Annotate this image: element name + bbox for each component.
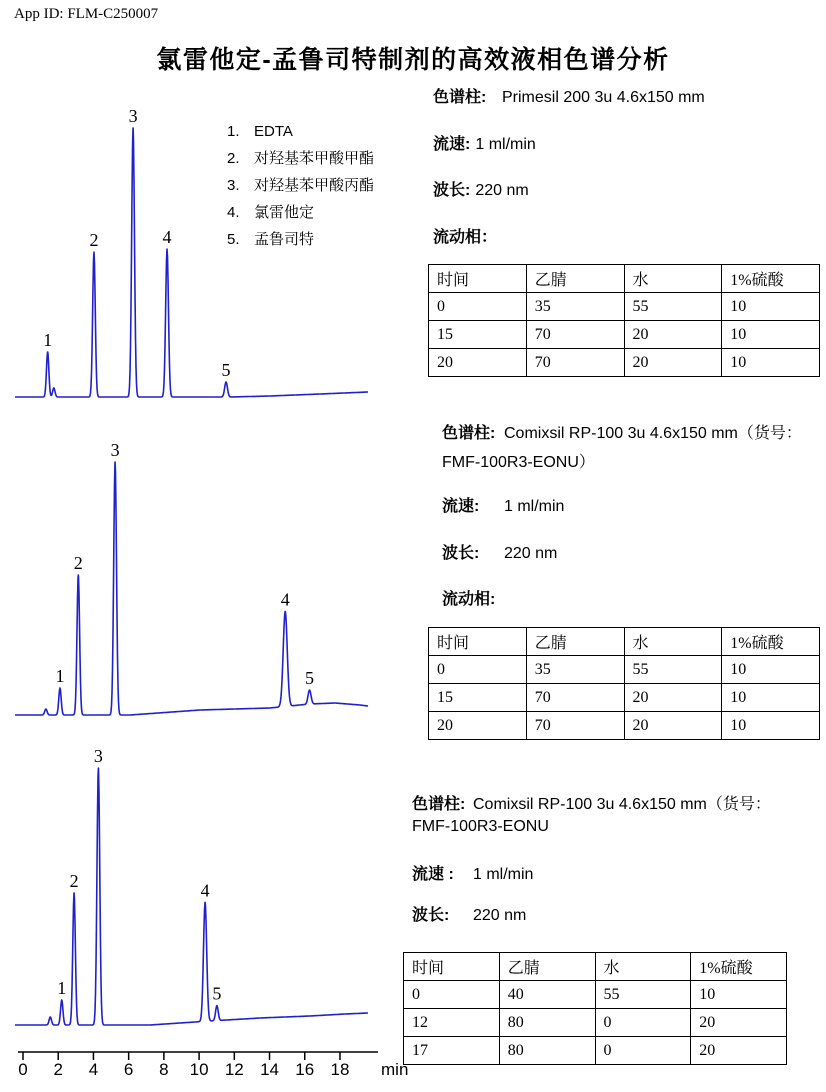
mobile-phase-line [442,586,495,609]
mobile-phase-table [428,627,820,740]
table-cell: 55 [624,293,722,321]
peak-label: 5 [221,360,231,380]
axis-tick-label: 10 [189,1060,209,1079]
table-header-cell: 水 [624,628,722,656]
chromatogram-2 [0,430,410,740]
method-section-1 [433,84,826,254]
legend-item [227,150,374,167]
legend-number: 3. [227,177,240,194]
table-cell: 0 [429,656,527,684]
wavelength-label: 波长: [412,907,450,924]
table-cell: 10 [722,656,820,684]
peak-label: 3 [93,746,103,766]
flow-label: 流速: [442,498,480,515]
legend-number: 1. [227,123,240,140]
table-header-cell: 1%硫酸 [691,953,787,981]
legend-number: 2. [227,150,240,167]
legend-number: 4. [227,204,240,221]
peak-label: 1 [55,666,65,686]
table-header-cell: 水 [624,265,722,293]
peak-label: 4 [280,589,290,610]
legend-item [227,204,374,221]
table-cell: 35 [526,293,624,321]
table-cell: 40 [499,981,595,1009]
page-title: 氯雷他定-孟鲁司特制剂的高效液相色谱分析 [156,46,670,74]
peak-label: 2 [73,553,83,573]
table-cell: 10 [691,981,787,1009]
table-cell: 70 [526,712,624,740]
table-row [404,981,787,1009]
table-row [404,1037,787,1065]
table-cell: 20 [691,1037,787,1065]
column-value: Comixsil RP-100 3u 4.6x150 mm [504,425,738,442]
table-cell: 70 [526,321,624,349]
method-section-3 [412,791,826,931]
table-row [429,349,820,377]
flow-rate-line [442,493,564,516]
table-cell: 12 [404,1009,500,1037]
column-label: 色谱柱: [412,796,466,813]
flow-rate-line [433,131,536,154]
table-header-cell: 1%硫酸 [722,265,820,293]
chromatogram-trace [15,768,368,1025]
legend-label: EDTA [254,123,293,140]
legend-label: 对羟基苯甲酸甲酯 [254,150,375,167]
mobile-phase-table-3 [403,952,787,1065]
column-label: 色谱柱: [442,425,496,442]
wavelength-value: 220 nm [504,545,558,562]
catalog-number: FMF-100R3-EONU） [442,454,595,471]
axis-tick-label: 8 [159,1060,169,1079]
table-row [429,656,820,684]
chromatogram-trace [15,462,368,715]
legend-label: 氯雷他定 [254,204,315,221]
flow-value: 1 ml/min [504,498,565,515]
table-cell: 20 [624,349,722,377]
flow-value: 1 ml/min [475,136,536,153]
column-catalog-prefix: （货号： [706,796,771,813]
mobile-phase-table [403,952,787,1065]
axis-tick-label: 0 [18,1060,28,1079]
table-cell: 20 [429,349,527,377]
flow-value: 1 ml/min [473,866,534,883]
peak-label: 4 [162,227,172,247]
catalog-line [442,449,595,472]
table-cell: 20 [429,712,527,740]
flow-label: 流速: [433,136,471,153]
table-cell: 15 [429,321,527,349]
wavelength-line [442,540,557,563]
app-id: App ID: FLM-C250007 [14,6,159,22]
table-row [429,684,820,712]
wavelength-value: 220 nm [475,182,529,199]
peak-label: 2 [89,230,99,250]
table-row [429,712,820,740]
wavelength-label: 波长: [442,545,480,562]
axis-tick-label: 18 [330,1060,350,1079]
table-header-cell: 乙腈 [526,265,624,293]
table-cell: 10 [722,712,820,740]
peak-label: 2 [69,871,79,891]
wavelength-line [412,902,526,925]
wavelength-label: 波长: [433,182,471,199]
legend-item [227,177,374,194]
table-cell: 70 [526,349,624,377]
column-catalog-prefix: （货号： [737,425,802,442]
axis-tick-label: 14 [260,1060,280,1079]
axis-tick-label: 16 [295,1060,315,1079]
table-cell: 20 [691,1009,787,1037]
column-line [442,420,802,443]
peak-label: 4 [200,880,210,901]
table-cell: 80 [499,1009,595,1037]
axis-tick-label: 6 [123,1060,134,1079]
table-cell: 10 [722,684,820,712]
wavelength-line [433,177,529,200]
table-cell: 0 [595,1009,691,1037]
table-cell: 15 [429,684,527,712]
axis-tick-label: 2 [53,1060,63,1079]
flow-label: 流速 : [412,866,454,883]
peak-label: 5 [305,668,314,688]
table-cell: 0 [595,1037,691,1065]
catalog-line [412,818,549,836]
peak-label: 5 [212,983,222,1004]
mobile-phase-table [428,264,820,377]
table-cell: 20 [624,712,722,740]
peak-label: 1 [57,978,67,998]
mobile-phase-table-1 [428,264,820,377]
table-row [429,321,820,349]
table-header-cell: 1%硫酸 [722,628,820,656]
table-cell: 35 [526,656,624,684]
legend-label: 对羟基苯甲酸丙酯 [254,177,375,194]
axis-tick-label: 4 [88,1060,99,1079]
column-line [433,84,705,107]
legend-label: 孟鲁司特 [254,231,315,248]
wavelength-value: 220 nm [473,907,527,924]
table-cell: 80 [499,1037,595,1065]
axis-unit-label: min [381,1060,409,1079]
table-cell: 55 [624,656,722,684]
legend-item [227,123,374,140]
mobile-phase-label: 流动相: [442,591,496,608]
peak-label: 3 [128,106,138,126]
axis-tick-label: 12 [224,1060,244,1079]
legend-number: 5. [227,231,240,248]
table-header-cell: 水 [595,953,691,981]
peak-label: 1 [43,330,53,350]
table-cell: 0 [404,981,500,1009]
catalog-number: FMF-100R3-EONU [412,818,549,835]
legend-item [227,231,374,248]
table-row [404,1009,787,1037]
table-cell: 10 [722,293,820,321]
table-row [429,293,820,321]
table-header-cell: 时间 [429,628,527,656]
column-value: Primesil 200 3u 4.6x150 mm [502,89,705,106]
table-header-cell: 乙腈 [499,953,595,981]
table-cell: 17 [404,1037,500,1065]
mobile-phase-label: 流动相： [433,229,498,246]
column-value: Comixsil RP-100 3u 4.6x150 mm [473,796,707,813]
table-cell: 0 [429,293,527,321]
table-header-cell: 时间 [429,265,527,293]
peak-legend [227,123,374,258]
table-cell: 20 [624,321,722,349]
table-header-cell: 时间 [404,953,500,981]
table-cell: 55 [595,981,691,1009]
mobile-phase-table-2 [428,627,820,740]
table-cell: 10 [722,349,820,377]
column-line [412,791,771,814]
peak-label: 3 [110,440,120,460]
time-axis [0,1038,410,1092]
table-cell: 20 [624,684,722,712]
chromatogram-3 [0,746,410,1050]
table-cell: 10 [722,321,820,349]
column-label: 色谱柱: [433,89,487,106]
table-header-cell: 乙腈 [526,628,624,656]
mobile-phase-line [433,224,497,247]
flow-rate-line [412,861,533,884]
method-section-2 [442,420,826,610]
table-cell: 70 [526,684,624,712]
